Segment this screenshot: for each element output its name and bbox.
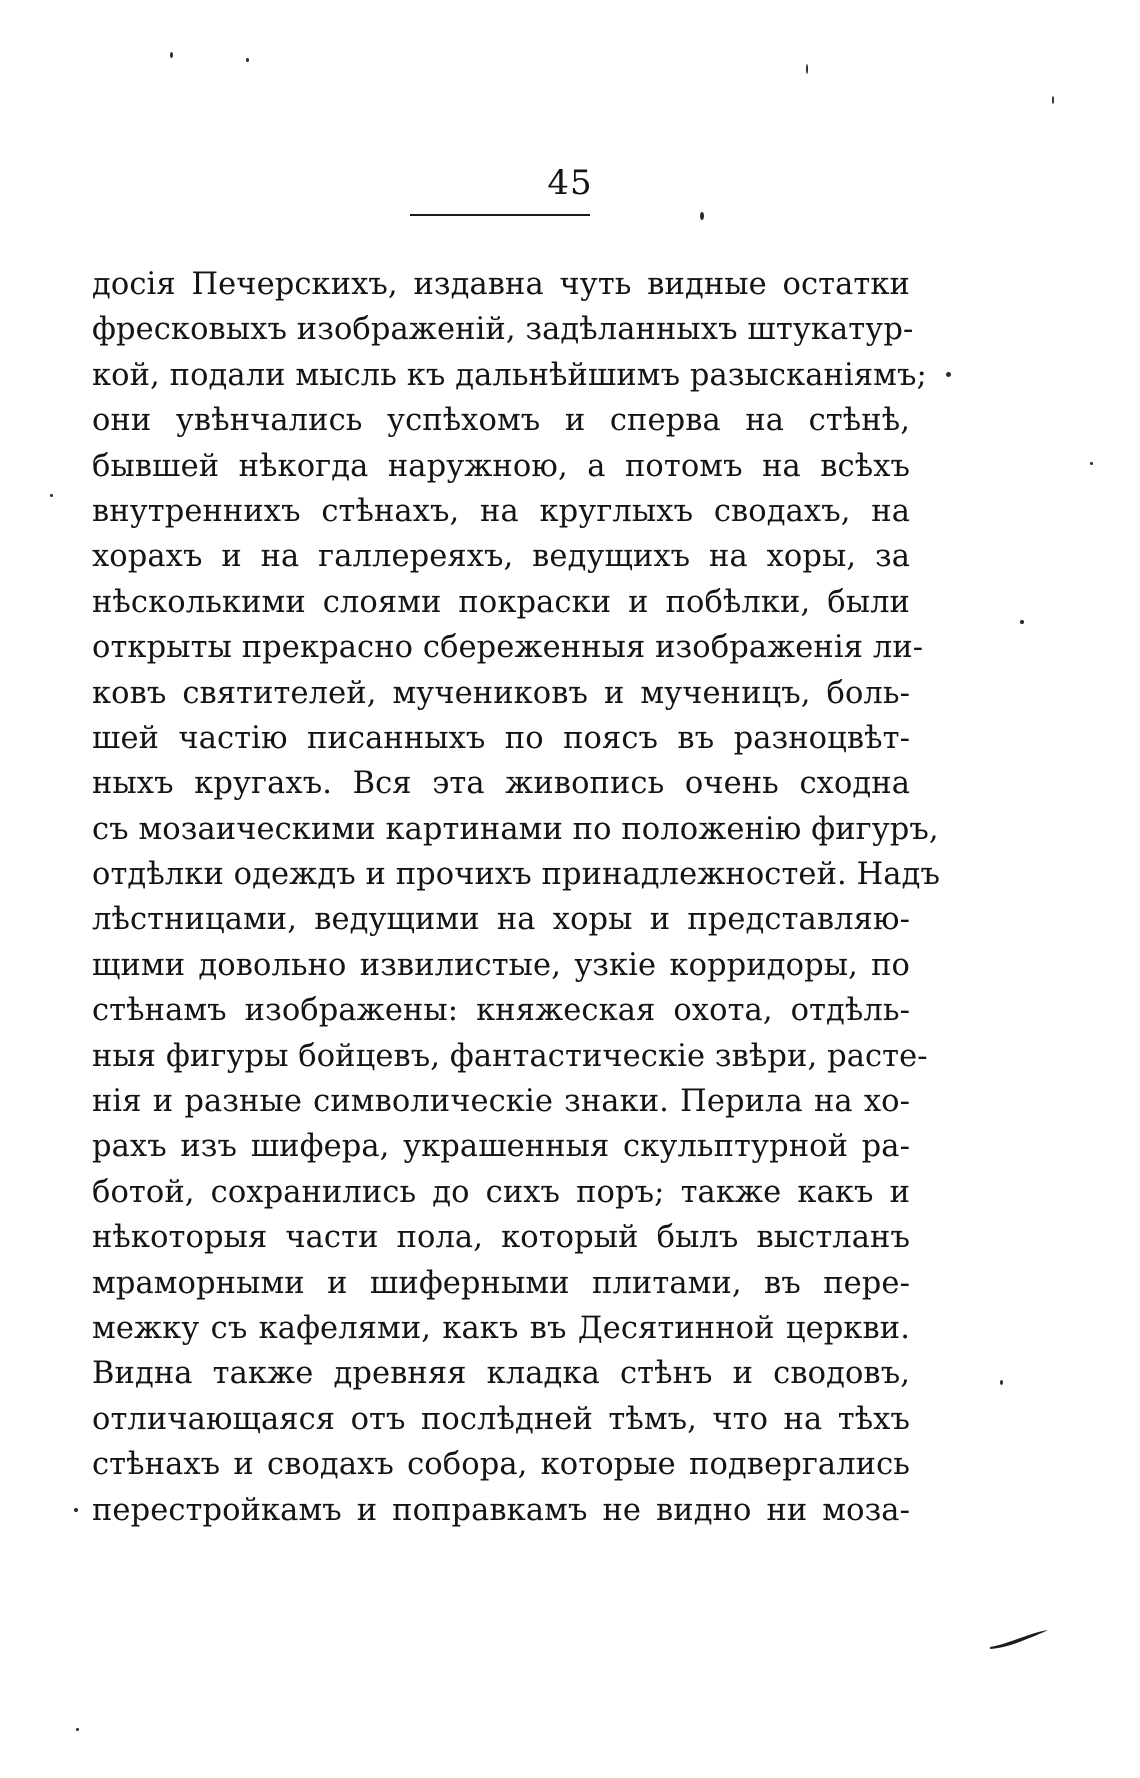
text-line: мраморными и шиферными плитами, въ пере- — [92, 1265, 910, 1301]
text-line: отдѣлки одеждъ и прочихъ принадлежностей. Надъ — [92, 857, 940, 893]
text-line: нѣсколькими слоями покраски и побѣлки, были — [92, 584, 910, 620]
page-number-rule — [410, 214, 590, 216]
text-line: шей частiю писанныхъ по поясъ въ разноцвѣт- — [92, 720, 910, 756]
text-line: ковъ святителей, мучениковъ и мученицъ, боль- — [92, 675, 910, 711]
scan-speck — [946, 372, 951, 377]
text-line: стѣнахъ и сводахъ собора, которые подвергались — [92, 1447, 910, 1483]
text-line: ботой, сохранились до сихъ поръ; также какъ и — [92, 1174, 910, 1210]
page-number: 45 — [547, 163, 593, 203]
scan-speck — [170, 52, 173, 58]
text-line: фресковыхъ изображенiй, задѣланныхъ штукатур- — [92, 312, 914, 348]
scan-speck — [1090, 462, 1093, 465]
text-line: открыты прекрасно сбереженныя изображенiя ли- — [92, 630, 924, 666]
scan-speck — [76, 1728, 79, 1731]
scan-speck — [700, 212, 704, 220]
scan-speck — [1000, 1380, 1003, 1385]
text-line: внутреннихъ стѣнахъ, на круглыхъ сводахъ, на — [92, 493, 910, 529]
scan-speck — [50, 494, 53, 497]
text-line: съ мозаическими картинами по положенiю фигуръ, — [92, 811, 939, 847]
text-line: хорахъ и на галлереяхъ, ведущихъ на хоры, за — [92, 539, 910, 575]
text-line: нiя и разные символическiе знаки. Перила на хо- — [92, 1084, 910, 1120]
text-line: бывшей нѣкогда наружною, а потомъ на всѣхъ — [92, 448, 910, 484]
text-line: ныхъ кругахъ. Вся эта живопись очень сходна — [92, 766, 910, 802]
text-line: они увѣнчались успѣхомъ и сперва на стѣнѣ, — [92, 403, 910, 439]
text-line: лѣстницами, ведущими на хоры и представляю- — [92, 902, 910, 938]
text-line: Видна также древняя кладка стѣнъ и сводовъ, — [92, 1356, 910, 1392]
body-text — [92, 262, 940, 1533]
ink-smudge-icon — [988, 1628, 1050, 1650]
scan-speck — [246, 58, 249, 62]
text-line: рахъ изъ шифера, украшенныя скульптурной ра- — [92, 1129, 910, 1165]
text-line: нѣкоторыя части пола, который былъ выстланъ — [92, 1220, 910, 1256]
scan-speck — [1020, 620, 1024, 624]
text-line: межку съ кафелями, какъ въ Десятинной церкви. — [92, 1310, 910, 1346]
text-line: кой, подали мысль къ дальнѣйшимъ разысканiямъ; — [92, 357, 927, 393]
scan-speck — [806, 64, 808, 74]
text-line: стѣнамъ изображены: княжеская охота, отдѣль- — [92, 993, 910, 1029]
text-line: досiя Печерскихъ, издавна чуть видные остатки — [92, 267, 910, 302]
text-line: отличающаяся отъ послѣдней тѣмъ, что на тѣхъ — [92, 1401, 910, 1437]
scan-speck — [74, 1508, 78, 1512]
scan-speck — [1052, 96, 1054, 104]
text-line: ныя фигуры бойцевъ, фантастическiе звѣри, расте- — [92, 1038, 928, 1074]
text-line: щими довольно извилистые, узкiе корридоры, по — [92, 947, 910, 983]
text-line: перестройкамъ и поправкамъ не видно ни моза- — [92, 1492, 910, 1528]
